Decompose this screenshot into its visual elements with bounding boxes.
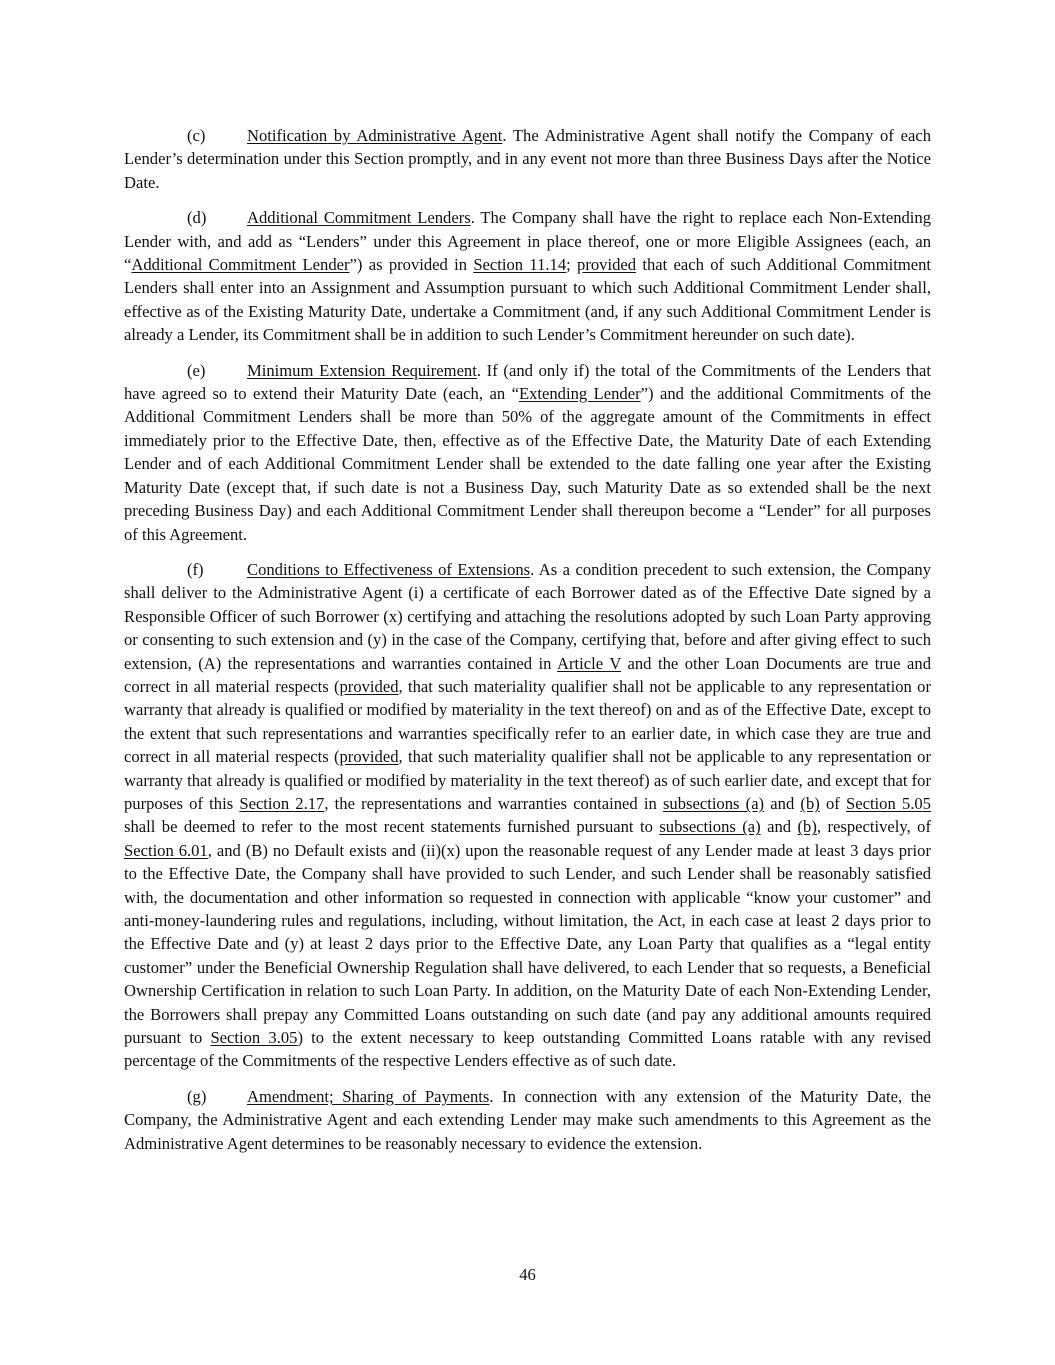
paragraph-text: , the representations and warranties contained in [324,793,663,813]
paragraph-text: and [764,793,801,813]
paragraph-text: ”) as provided in [349,255,474,275]
paragraph-text: of [819,793,846,813]
document-body [124,124,931,1167]
paragraph-d [124,206,931,346]
paragraph-text: ; [566,255,578,275]
paragraph-text: shall be deemed to refer to the most recent statements furnished pursuant to [124,817,660,837]
paragraph-text: ”) and the additional Commitments of the Additional Commitment Lenders shall be more than 50% of the aggregate amount of the Commitments in effect immediately prior to the Effective Date, then, effective as of the Effective Date, the Maturity Date of each Extending Lender and of each Additional Commitment Lender shall be extended to the date falling one year after the Existing Maturity Date (except that, if such date is not a Business Day, such Maturity Date as so extended shall be the next preceding Business Day) and each Additional Commitment Lender shall thereupon become a “Lender” for all purposes of this Agreement. [124,384,931,544]
paragraph-c [124,124,931,194]
paragraph-number: (c) [187,126,206,145]
paragraph-text: ) to the extent necessary to keep outstanding Committed Loans ratable with any revised percentage of the Commitments of the respective Lenders effective as of such date. [124,1028,931,1071]
underlined-term: Minimum Extension Requirement [247,360,477,380]
paragraph-text: , respectively, of [816,817,931,837]
paragraph-e [124,359,931,546]
underlined-term: Article V [557,653,621,673]
underlined-term: Conditions to Effectiveness of Extensions [247,559,531,579]
underlined-term: provided [339,676,399,696]
underlined-term: Section 5.05 [845,793,931,813]
underlined-term: Section 11.14 [473,255,567,275]
underlined-term: Extending Lender [518,384,641,404]
underlined-term: Section 6.01 [124,840,208,860]
underlined-term: Additional Commitment Lenders [247,208,471,228]
underlined-term: Section 2.17 [239,793,325,813]
paragraph-f [124,558,931,1073]
paragraph-text: . In connection with any extension of the Maturity Date, the Company, the Administrative Agent and each extending Lender may make such amendments to this Agreement as the Administrative Agent determines to be reasonably necessary to evidence the extension. [124,1086,931,1153]
underlined-term: Section 3.05 [210,1028,298,1048]
paragraph-text: . If (and only if) the total of the Commitments of the Lenders that have agreed so to extend their Maturity Date (each, an “ [124,360,931,404]
paragraph-g [124,1085,931,1155]
underlined-term: provided [339,747,399,767]
paragraph-text: , and (B) no Default exists and (ii)(x) upon the reasonable request of any Lender made at least 3 days prior to the Effective Date, the Company shall have provided to such Lender, and such Lender shall be reasonably satisfied with, the documentation and other information so requested in connection with applicable “know your customer” and anti-money-laundering rules and regulations, including, without limitation, the Act, in each case at least 2 days prior to the Effective Date and (y) at least 2 days prior to the Effective Date, any Loan Party that qualifies as a “legal entity customer” under the Beneficial Ownership Regulation shall have delivered, to each Lender that so requests, a Beneficial Ownership Certification in relation to such Loan Party. In addition, on the Maturity Date of each Non-Extending Lender, the Borrowers shall prepay any Committed Loans outstanding on such date (and pay any additional amounts required pursuant to [124,840,931,1048]
underlined-term: Additional Commitment Lender [131,255,350,275]
underlined-term: (b) [797,817,817,837]
underlined-term: (b) [800,793,820,813]
paragraph-number: (e) [187,360,206,380]
underlined-term: Amendment; Sharing of Payments [247,1086,490,1106]
paragraph-text: . The Company shall have the right to replace each Non-Extending Lender with, and add as “Lenders” under this Agreement in place thereof, one or more Eligible Assignees (each, an “ [124,208,932,275]
paragraph-text: and the other Loan Documents are true and correct in all material respects ( [124,653,931,696]
underlined-term: provided [577,255,637,275]
page-number: 46 [519,1265,536,1284]
paragraph-text: . As a condition precedent to such extension, the Company shall deliver to the Administrative Agent (i) a certificate of each Borrower dated as of the Effective Date signed by a Responsible Officer of such Borrower (x) certifying and attaching the resolutions adopted by such Loan Party approving or consenting to such extension and (y) in the case of the Company, certifying that, before and after giving effect to such extension, (A) the representations and warranties contained in [124,559,931,673]
paragraph-number: (d) [187,208,207,228]
paragraph-text: and [760,817,798,837]
paragraph-text: that each of such Additional Commitment Lenders shall enter into an Assignment and Assumption pursuant to which such Additional Commitment Lender shall, effective as of the Existing Maturity Date, undertake a Commitment (and, if any such Additional Commitment Lender is already a Lender, its Commitment shall be in addition to such Lender’s Commitment hereunder on such date). [124,255,931,345]
paragraph-text: , that such materiality qualifier shall not be applicable to any representation or warranty that already is qualified or modified by materiality in the text thereof) on and as of the Effective Date, except to the extent that such representations and warranties specifically refer to an earlier date, in which case they are true and correct in all material respects ( [124,676,931,767]
underlined-term: subsections (a) [662,793,765,813]
paragraph-number: (g) [187,1086,207,1106]
paragraph-text: . The Administrative Agent shall notify the Company of each Lender’s determination under this Section promptly, and in any event not more than three Business Days after the Notice Date. [124,126,931,192]
underlined-term: Notification by Administrative Agent [247,126,503,145]
paragraph-text: , that such materiality qualifier shall not be applicable to any representation or warranty that already is qualified or modified by materiality in the text thereof) as of such earlier date, and except that for purposes of this [124,747,931,813]
paragraph-number: (f) [187,559,204,579]
underlined-term: subsections (a) [659,817,761,837]
